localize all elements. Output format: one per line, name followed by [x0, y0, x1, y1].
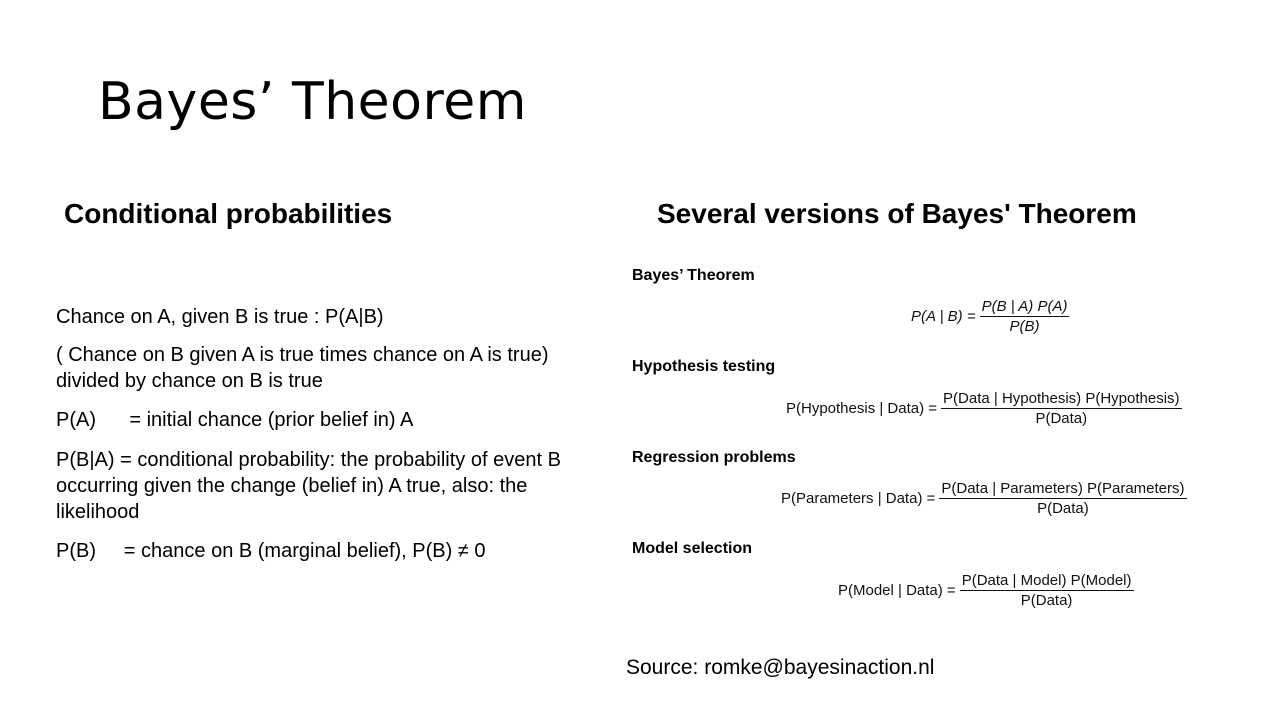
- formula-denominator: P(Data): [1035, 410, 1088, 427]
- section-label-model: Model selection: [632, 540, 753, 557]
- formula-fraction: [960, 572, 1134, 609]
- formula-numerator: P(B | A) P(A): [981, 298, 1068, 315]
- section-label-bayes: Bayes’ Theorem: [632, 267, 755, 284]
- formula-lhs: P(Model | Data) =: [838, 582, 956, 599]
- formula-regression: [781, 480, 1187, 517]
- formula-model: [838, 572, 1134, 609]
- left-heading: Conditional probabilities: [64, 198, 393, 229]
- formula-fraction: [941, 390, 1181, 427]
- formula-fraction: [980, 298, 1070, 335]
- slide-title: Bayes’ Theorem: [98, 72, 527, 132]
- body-line-explanation: ( Chance on B given A is true times chance on A is true) divided by chance on B is true: [56, 344, 549, 392]
- source-citation: Source: romke@bayesinaction.nl: [626, 656, 935, 679]
- section-label-hypothesis: Hypothesis testing: [632, 358, 776, 375]
- formula-numerator: P(Data | Model) P(Model): [961, 572, 1132, 589]
- formula-bayes: [911, 298, 1069, 335]
- formula-denominator: P(Data): [1037, 500, 1089, 517]
- formula-numerator: P(Data | Parameters) P(Parameters): [941, 480, 1185, 497]
- body-line-prior: P(A) = initial chance (prior belief in) A: [56, 409, 414, 431]
- body-line-marginal: P(B) = chance on B (marginal belief), P(B) ≠ 0: [56, 540, 486, 562]
- formula-denominator: P(B): [1009, 318, 1040, 335]
- formula-lhs: P(Parameters | Data) =: [781, 490, 936, 507]
- formula-numerator: P(Data | Hypothesis) P(Hypothesis): [943, 390, 1180, 407]
- formula-lhs: P(Hypothesis | Data) =: [786, 400, 938, 417]
- formula-denominator: P(Data): [1020, 592, 1073, 609]
- formula-hypothesis: [786, 390, 1182, 427]
- section-label-regression: Regression problems: [632, 449, 796, 466]
- formula-lhs: P(A | B) =: [911, 308, 976, 325]
- right-heading: Several versions of Bayes' Theorem: [657, 198, 1137, 229]
- body-line-conditional: Chance on A, given B is true : P(A|B): [56, 306, 384, 328]
- formula-fraction: [939, 480, 1186, 517]
- body-line-likelihood: P(B|A) = conditional probability: the probability of event B occurring given the change (belief in) A true, also: the likelihood: [56, 449, 561, 523]
